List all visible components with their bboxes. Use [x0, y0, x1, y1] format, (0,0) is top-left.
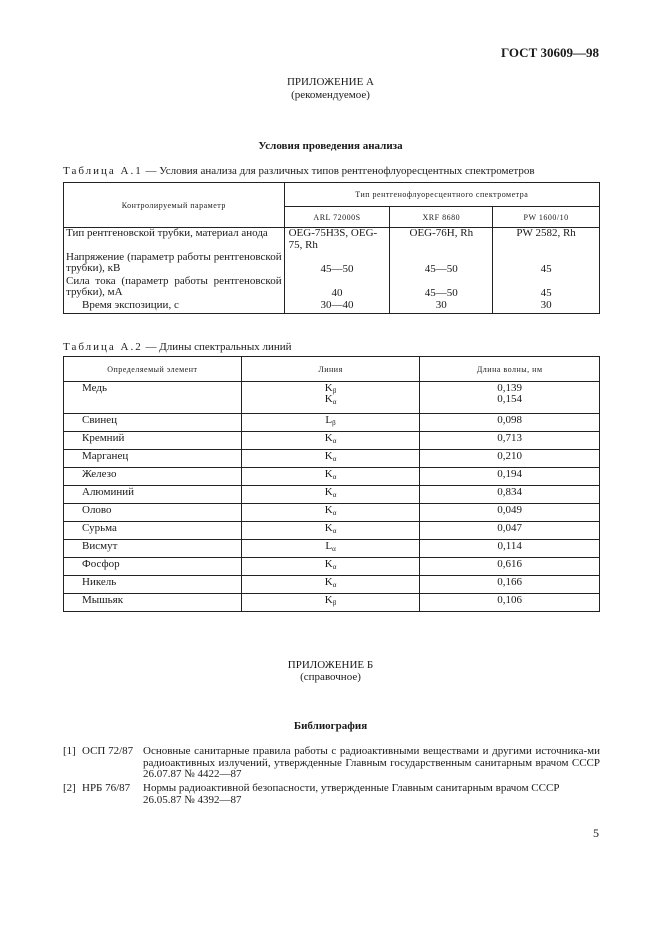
table2-line [241, 432, 420, 450]
table2-element: Фосфор [64, 558, 242, 576]
table1-value: OEG-75H3S, OEG-75, Rh [284, 228, 390, 252]
appendix-b-title: ПРИЛОЖЕНИЕ Б [287, 659, 374, 671]
table-row [64, 540, 600, 558]
line-symbol: L [325, 540, 333, 552]
table2-wave: 0,616 [420, 558, 600, 576]
table2-caption-label: Таблица А.2 [63, 341, 143, 353]
table2-element: Медь [64, 382, 242, 414]
table-row [64, 300, 600, 314]
line-symbol: K [324, 504, 333, 516]
table1-value: OEG-76H, Rh [390, 228, 493, 252]
bib-num: [1] [63, 745, 76, 757]
line-symbol: K [324, 576, 333, 588]
line-symbol: K [324, 468, 333, 480]
table2-wave: 0,114 [420, 540, 600, 558]
line-symbol: K [324, 594, 333, 606]
table2-line [241, 522, 420, 540]
table2-element: Марганец [64, 450, 242, 468]
table2-wave: 0,166 [420, 576, 600, 594]
table-a1 [63, 182, 600, 314]
line-subscript: α [332, 398, 337, 406]
bib-code: НРБ 76/87 [82, 782, 131, 794]
line-subscript: α [332, 473, 337, 481]
table-row [64, 468, 600, 486]
table1-header-type: XRF 8680 [390, 207, 493, 228]
table2-line [241, 486, 420, 504]
line-subscript: β [332, 419, 336, 427]
line-symbol: K [324, 486, 333, 498]
table1-header-group: Тип рентгенофлуоресцентного спектрометра [284, 183, 599, 207]
table1-value: 45—50 [284, 252, 390, 276]
wave-value: 0,139 [497, 382, 523, 394]
table2-line [241, 558, 420, 576]
table-row [64, 504, 600, 522]
table-row [64, 252, 600, 276]
table2-header-line: Линия [241, 357, 420, 382]
line-subscript: α [332, 455, 337, 463]
table-row [64, 276, 600, 300]
table1-value: 45—50 [390, 276, 493, 300]
line-subscript: α [332, 527, 337, 535]
document-header: ГОСТ 30609—98 [500, 45, 599, 60]
table2-line [241, 382, 420, 414]
table1-value: 30—40 [284, 300, 390, 314]
line-subscript: α [332, 581, 337, 589]
bib-text: Нормы радиоактивной безопасности, утвержденные Главным санитарным врачом СССР 26.05.87 № 4392—87 [143, 782, 560, 806]
table1-value: 40 [284, 276, 390, 300]
table1-value: 45 [493, 276, 600, 300]
table2-wave: 0,194 [420, 468, 600, 486]
table1-caption [63, 165, 535, 177]
table1-caption-label: Таблица А.1 [63, 165, 143, 177]
table2-wave: 0,210 [420, 450, 600, 468]
table2-line [241, 504, 420, 522]
table-row [64, 576, 600, 594]
table2-wave [420, 382, 600, 414]
table1-header-type: ARL 72000S [284, 207, 390, 228]
table-row [64, 382, 600, 414]
table2-wave: 0,049 [420, 504, 600, 522]
table2-element: Мышьяк [64, 594, 242, 612]
table-row [64, 522, 600, 540]
table-row [64, 414, 600, 432]
table2-element: Кремний [64, 432, 242, 450]
table2-line [241, 540, 420, 558]
table1-value: 30 [390, 300, 493, 314]
line-symbol: K [324, 558, 333, 570]
line-subscript: β [332, 599, 337, 607]
table2-wave: 0,047 [420, 522, 600, 540]
line-symbol: K [324, 522, 333, 534]
line-symbol: K [324, 382, 333, 394]
table-row [64, 432, 600, 450]
table1-value: 30 [493, 300, 600, 314]
table1-caption-text: — Условия анализа для различных типов рентгенофлуоресцентных спектрометров [142, 165, 535, 177]
table2-caption [63, 341, 292, 353]
line-symbol: K [324, 450, 333, 462]
table2-element: Сурьма [64, 522, 242, 540]
table2-header-element: Определяемый элемент [64, 357, 242, 382]
appendix-a-title: ПРИЛОЖЕНИЕ А [286, 76, 374, 88]
table2-caption-text: — Длины спектральных линий [142, 341, 292, 353]
table-row [64, 594, 600, 612]
table1-header-param: Контролируемый параметр [64, 183, 285, 228]
appendix-b-heading: Библиография [293, 720, 368, 732]
table2-line [241, 576, 420, 594]
table1-param: Время экспозиции, с [64, 300, 285, 314]
line-symbol: K [324, 432, 333, 444]
bib-text: Основные санитарные правила работы с радиоактивными веществами и другими источника-ми радиоактивных излучений, утвержденные Главным государственным санитарным врачом СССР 26.07.87 № 4422—87 [143, 745, 600, 780]
table2-element: Алюминий [64, 486, 242, 504]
line-subscript: α [332, 563, 337, 571]
table2-wave: 0,106 [420, 594, 600, 612]
table2-wave: 0,834 [420, 486, 600, 504]
table2-header-wave: Длина волны, нм [420, 357, 600, 382]
table2-wave: 0,713 [420, 432, 600, 450]
table2-wave: 0,098 [420, 414, 600, 432]
line-subscript: α [332, 491, 337, 499]
line-subscript: α [332, 509, 337, 517]
line-subscript: α [332, 437, 337, 445]
table2-line [241, 414, 420, 432]
wave-value: 0,154 [497, 393, 523, 405]
table-row [64, 558, 600, 576]
line-symbol: L [325, 414, 333, 426]
appendix-a-subtitle: (рекомендуемое) [291, 89, 370, 101]
table1-param: Тип рентгеновской трубки, материал анода [64, 228, 285, 252]
table1-value: PW 2582, Rh [493, 228, 600, 252]
table2-line [241, 468, 420, 486]
appendix-b-subtitle: (справочное) [300, 671, 361, 683]
table2-line [241, 594, 420, 612]
table1-value: 45 [493, 252, 600, 276]
bib-num: [2] [63, 782, 76, 794]
line-subscript: β [332, 387, 337, 395]
table-row [64, 486, 600, 504]
table-row [64, 228, 600, 252]
appendix-a-heading: Условия проведения анализа [258, 140, 403, 152]
bib-code: ОСП 72/87 [82, 745, 134, 757]
table-a2 [63, 356, 600, 612]
table1-param: Сила тока (параметр работы рентгеновской трубки), мА [64, 276, 285, 300]
page-number: 5 [593, 826, 599, 840]
table-row [64, 450, 600, 468]
table2-line [241, 450, 420, 468]
table2-element: Никель [64, 576, 242, 594]
table2-element: Свинец [64, 414, 242, 432]
table2-element: Висмут [64, 540, 242, 558]
table1-param: Напряжение (параметр работы рентгеновской трубки), кВ [64, 252, 285, 276]
table1-value: 45—50 [390, 252, 493, 276]
line-symbol: K [324, 393, 333, 405]
line-subscript: α [332, 545, 336, 553]
table2-element: Железо [64, 468, 242, 486]
table1-header-type: PW 1600/10 [493, 207, 600, 228]
table2-element: Олово [64, 504, 242, 522]
